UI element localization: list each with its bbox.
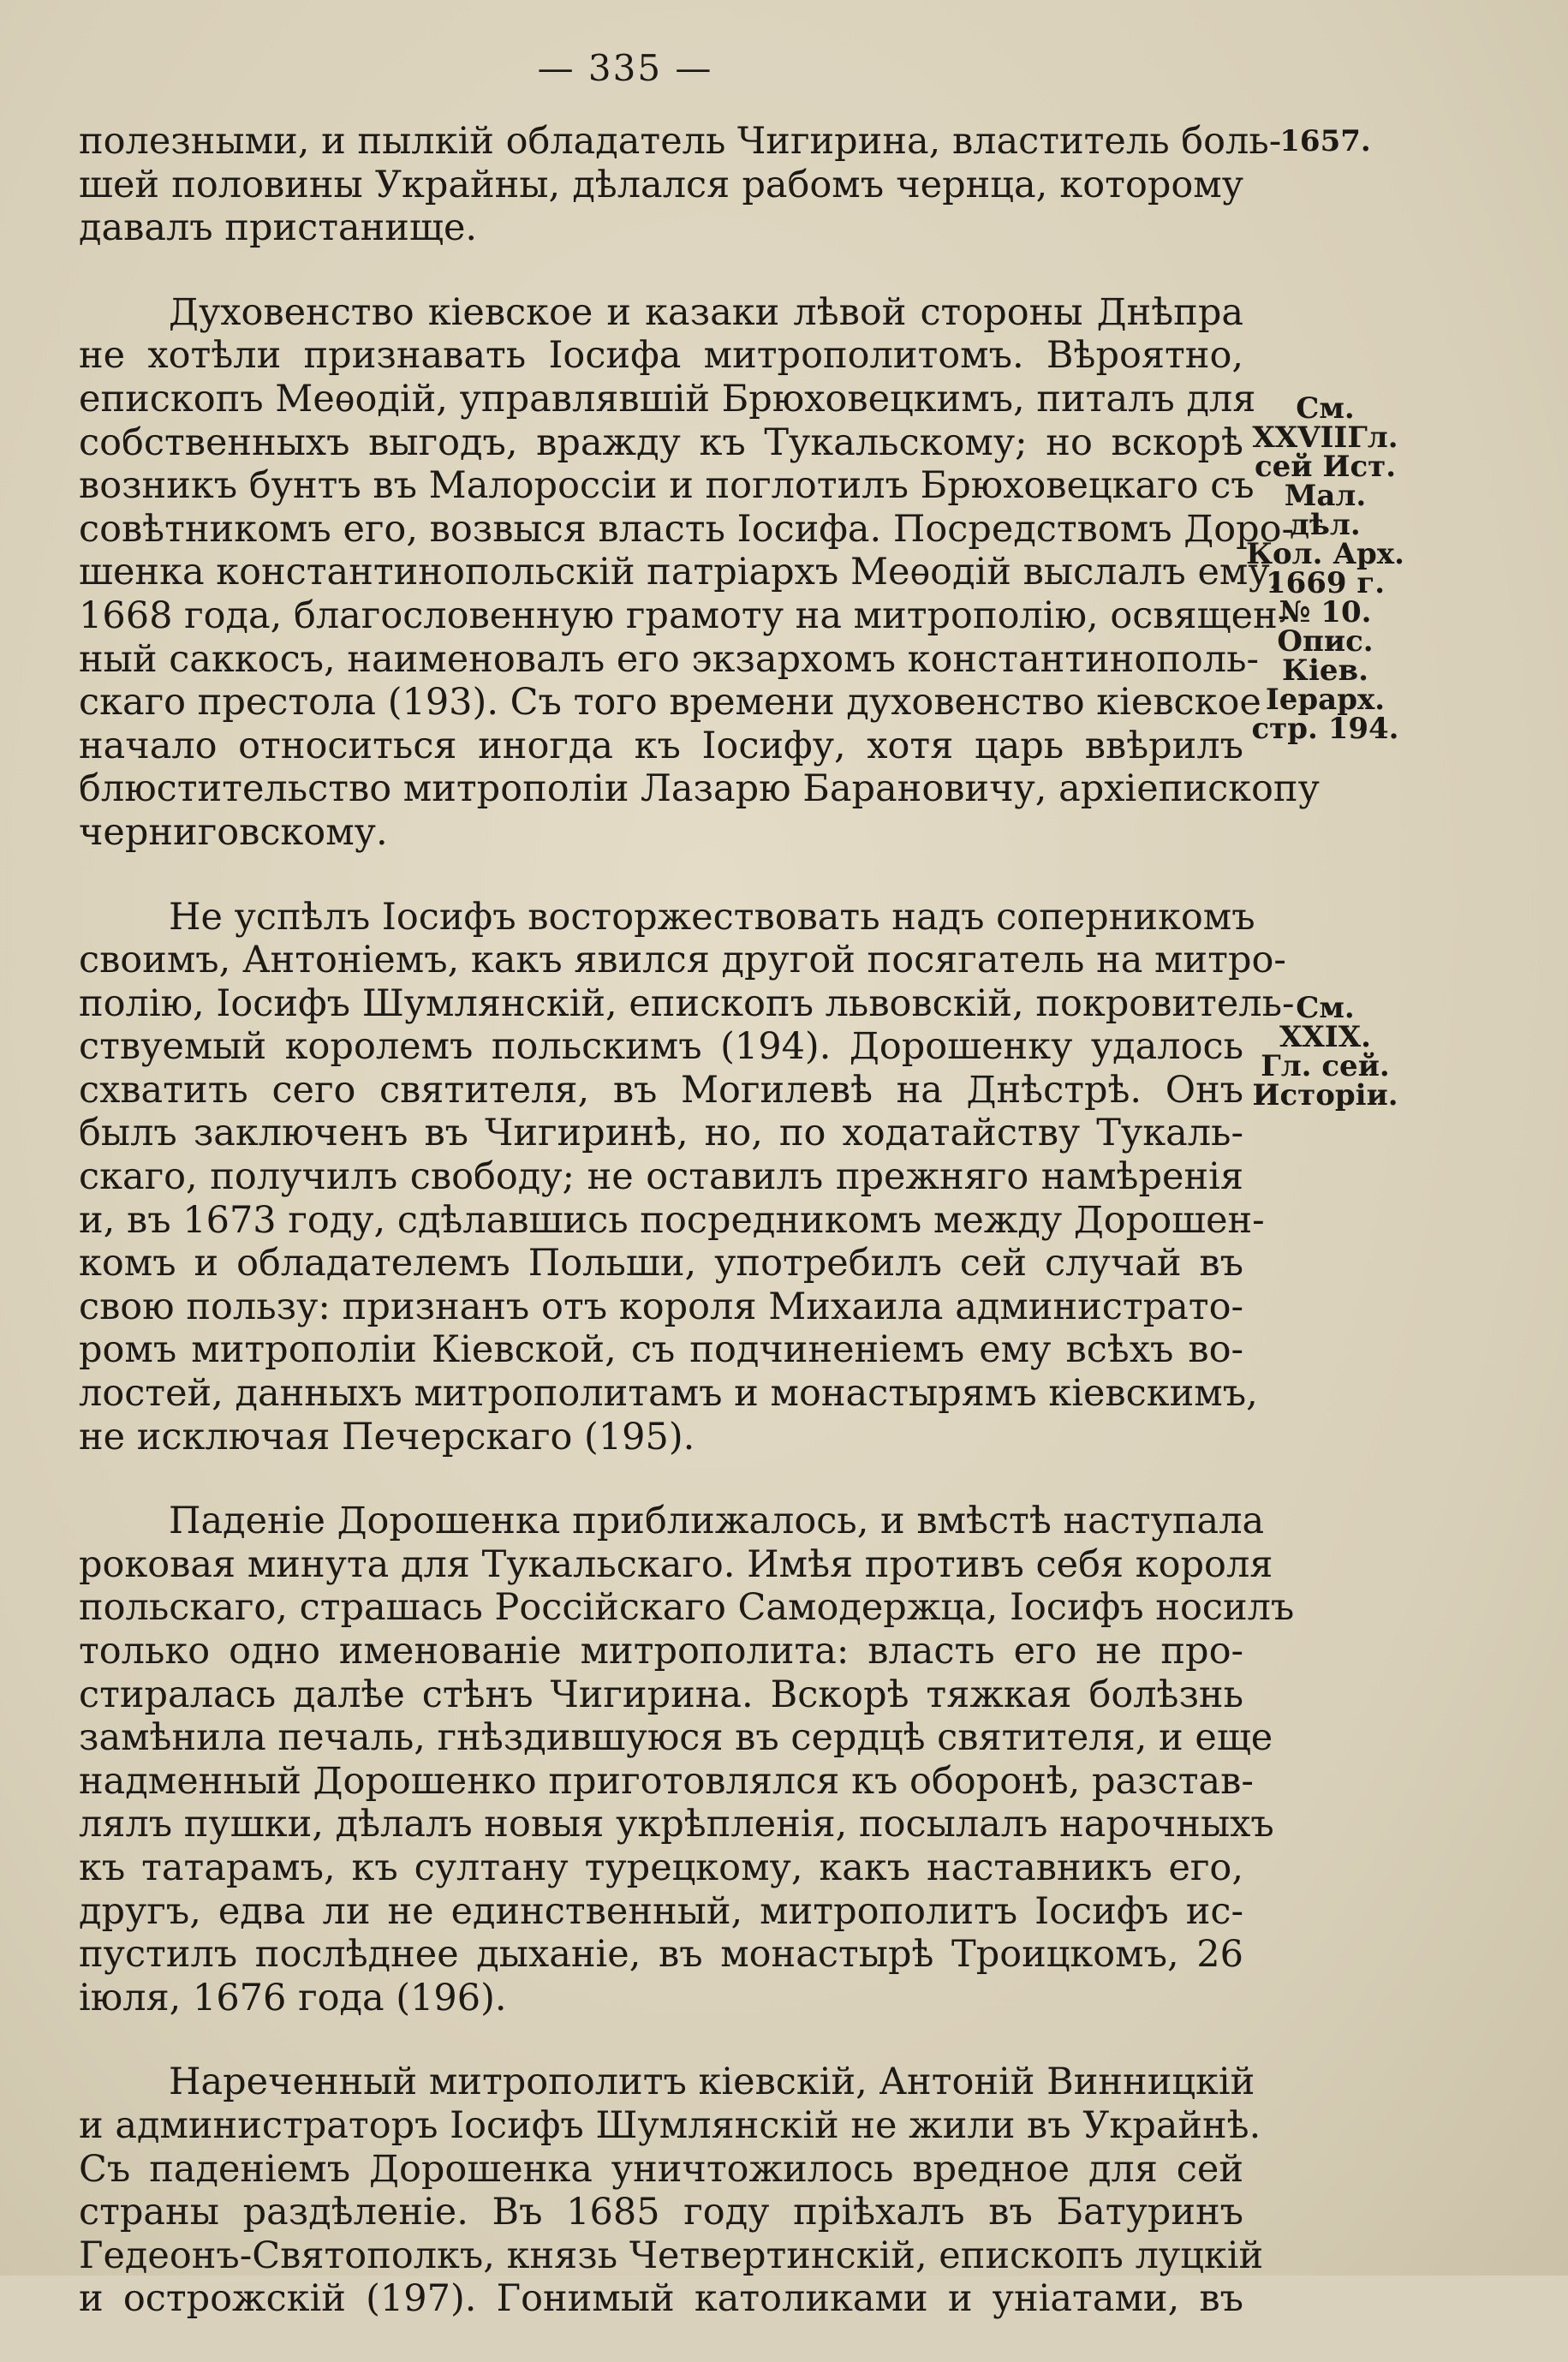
margin-note-line: Исторiи. (1252, 1078, 1398, 1112)
text-line: ствуемый королемъ польскимъ (194). Дорошенку удалось (79, 1025, 1243, 1069)
text-line: блюстительство митрополiи Лазарю Барановичу, архiепископу (79, 767, 1320, 811)
paragraph (79, 290, 1320, 855)
text-line: шенка константинопольскiй патрiархъ Меѳодiй выслалъ ему, (79, 551, 1282, 594)
margin-note-line: сей Ист. (1254, 450, 1397, 484)
text-line: стиралась далѣе стѣнъ Чигирина. Вскорѣ тяжкая болѣзнь (79, 1673, 1243, 1716)
paragraph (79, 895, 1295, 1459)
text-line: 1668 года, благословенную грамоту на митрополiю, освящен- (79, 593, 1291, 637)
text-line: свою пользу: признанъ отъ короля Михаила администрато- (79, 1285, 1243, 1328)
body-text (79, 120, 1320, 2362)
margin-note-line: Iерарх. (1265, 683, 1386, 717)
margin-note-line: XXVIIГл. (1252, 421, 1398, 455)
text-line: къ татарамъ, къ султану турецкому, какъ наставникъ его, (79, 1846, 1243, 1889)
text-line: лялъ пушки, дѣлалъ новыя укрѣпленiя, посылалъ нарочныхъ (79, 1803, 1274, 1846)
margin-note-line: Опис. (1277, 624, 1374, 659)
text-line: начало относиться иногда къ Iосифу, хотя царь ввѣрилъ (79, 724, 1243, 767)
margin-note-line: 1669 г. (1265, 566, 1386, 600)
text-line: схватить сего святителя, въ Могилевѣ на Днѣстрѣ. Онъ (79, 1068, 1243, 1112)
text-line: не хотѣли признавать Iосифа митрополитомъ. Вѣроятно, (79, 334, 1243, 378)
text-line: возникъ бунтъ въ Малороссiи и поглотилъ Брюховецкаго съ (79, 464, 1255, 508)
text-line: полезными, и пылкiй обладатель Чигирина, властитель боль- (79, 120, 1282, 163)
text-line: Съ паденiемъ Дорошенка уничтожилось вредное для сей (79, 2147, 1243, 2191)
margin-note-line: Мал. дѣл. (1284, 479, 1367, 542)
text-line: былъ заключенъ въ Чигиринѣ, но, по ходатайству Тукаль- (79, 1112, 1243, 1155)
margin-note-line: Гл. сей. (1261, 1049, 1390, 1083)
text-line: Нареченный митрополитъ кiевскiй, Антонiй Винницкiй (169, 2061, 1255, 2104)
paragraph (79, 120, 1282, 250)
text-line: другъ, едва ли не единственный, митрополитъ Iосифъ ис- (79, 1889, 1243, 1933)
text-line: пустилъ послѣднее дыханiе, въ монастырѣ Троицкомъ, 26 (79, 1933, 1243, 1977)
text-line: собственныхъ выгодъ, вражду къ Тукальскому; но вскорѣ (79, 421, 1243, 464)
text-line: ромъ митрополiи Кiевской, съ подчиненiемъ ему всѣхъ во- (79, 1328, 1243, 1372)
margin-note-line: стр. 194. (1251, 712, 1399, 746)
text-line: Духовенство кiевское и казаки лѣвой стороны Днѣпра (169, 290, 1243, 334)
text-line: только одно именованiе митрополита: власть его не про- (79, 1630, 1243, 1673)
text-line: полiю, Iосифъ Шумлянскiй, епископъ львовскiй, покровитель- (79, 981, 1295, 1025)
text-line: и острожскiй (197). Гонимый католиками и унiатами, въ (79, 2277, 1243, 2321)
text-line: страны раздѣленiе. Въ 1685 году прiѣхалъ въ Батуринъ (79, 2191, 1243, 2234)
text-line: Паденiе Дорошенка приближалось, и вмѣстѣ наступала (169, 1500, 1265, 1543)
text-line: епископъ Меѳодiй, управлявшiй Брюховецкимъ, питалъ для (79, 377, 1256, 421)
text-line: ный саккосъ, наименовалъ его экзархомъ константинополь- (79, 637, 1260, 681)
margin-note-line: Кiев. (1282, 653, 1368, 688)
text-line: совѣтникомъ его, возвыся власть Iосифа. Посредствомъ Доро- (79, 507, 1295, 551)
text-line: шей половины Украйны, дѣлался рабомъ чернца, которому (79, 163, 1243, 206)
margin-note-line: См. XXIX. (1279, 991, 1371, 1054)
text-line: скаго, получилъ свободу; не оставилъ прежняго намѣренiя (79, 1155, 1243, 1199)
text-line: и администраторъ Iосифъ Шумлянскiй не жили въ Украйнѣ. (79, 2103, 1261, 2147)
text-line: своимъ, Антонiемъ, какъ явился другой посягатель на митро- (79, 939, 1286, 982)
text-line: и, въ 1673 году, сдѣлавшись посредникомъ между Дорошен- (79, 1198, 1265, 1242)
margin-year: 1657. (1279, 124, 1371, 158)
page-number: — 335 — (537, 47, 713, 89)
text-line: комъ и обладателемъ Польши, употребилъ сей случай въ (79, 1242, 1243, 1285)
paragraph (79, 2061, 1264, 2321)
text-line: скаго престола (193). Съ того времени духовенство кiевское (79, 681, 1261, 725)
margin-note-line: См. (1296, 391, 1355, 426)
text-line: черниговскому. (79, 810, 388, 854)
text-line: iюля, 1676 года (196). (79, 1976, 507, 2019)
text-line: Не успѣлъ Iосифъ восторжествовать надъ соперникомъ (169, 895, 1255, 939)
text-line: давалъ пристанище. (79, 206, 478, 250)
text-line: надменный Дорошенко приготовлялся къ оборонѣ, разстав- (79, 1759, 1254, 1803)
text-line: польскаго, страшась Россiйскаго Самодержца, Iосифъ носилъ (79, 1586, 1295, 1630)
text-line: замѣнила печаль, гнѣздившуюся въ сердцѣ святителя, и еще (79, 1716, 1273, 1760)
margin-note-line: Кол. Арх. (1246, 537, 1404, 571)
text-line: лостей, данныхъ митрополитамъ и монастырямъ кiевскимъ, (79, 1372, 1258, 1416)
margin-note-line: № 10. (1279, 595, 1372, 629)
text-line: роковая минута для Тукальскаго. Имѣя противъ себя короля (79, 1542, 1273, 1586)
text-line: Гедеонъ-Святополкъ, князь Четвертинскiй, епископъ луцкiй (79, 2234, 1264, 2277)
text-line: не исключая Печерскаго (195). (79, 1415, 695, 1458)
paragraph (79, 1500, 1295, 2019)
